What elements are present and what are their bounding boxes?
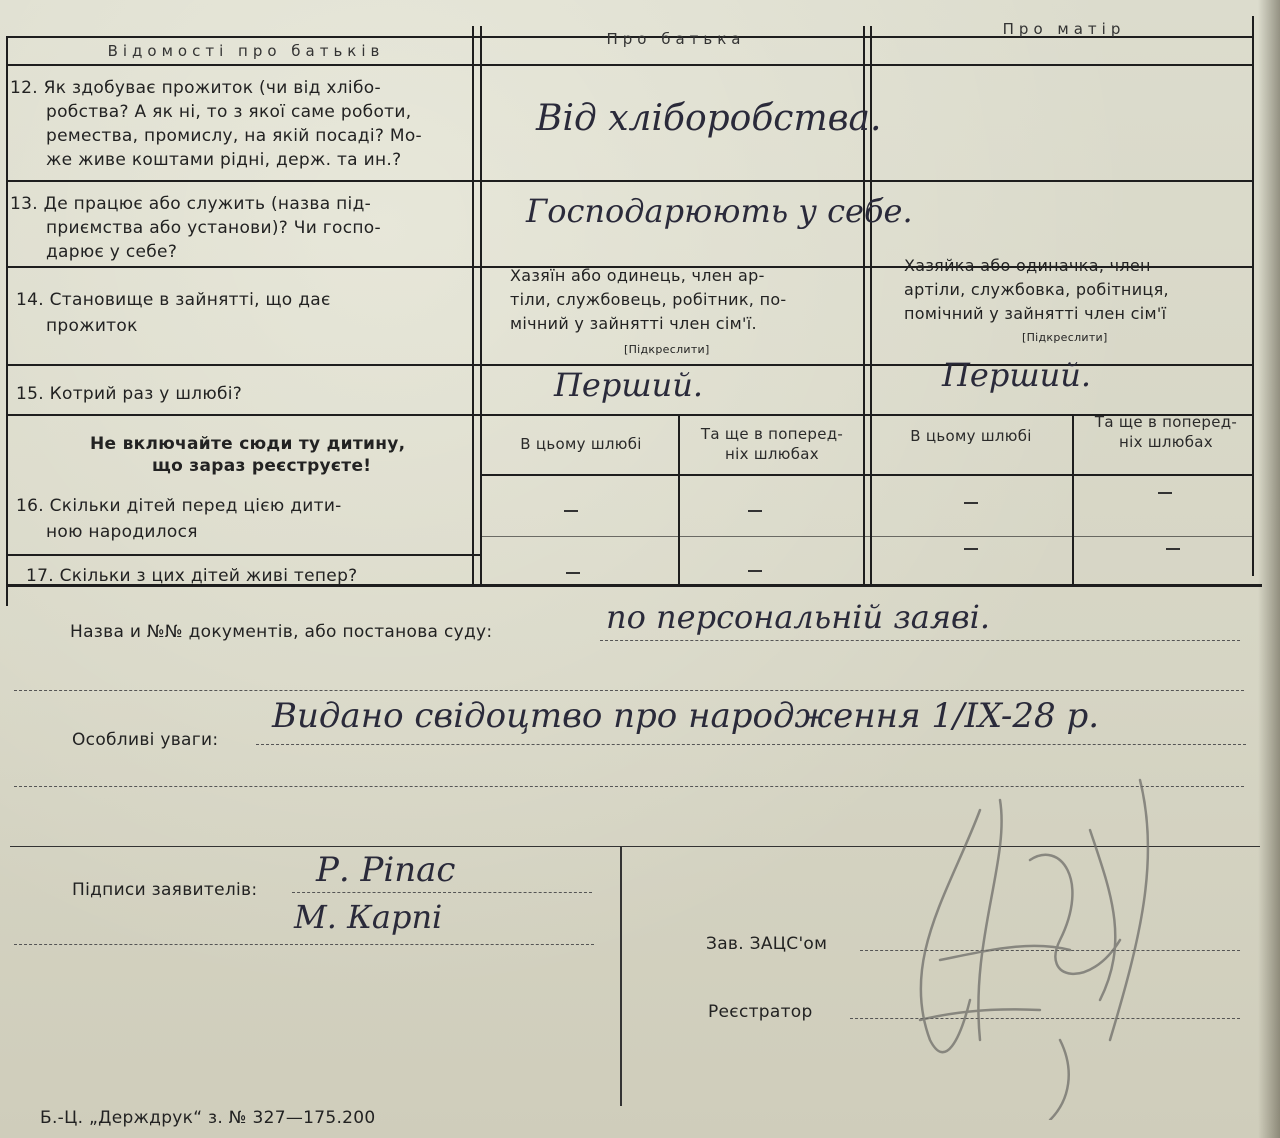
col-sub-divider-father <box>678 414 680 586</box>
q16-father-this-dash <box>564 510 578 512</box>
subheader-mother-prev-2: ніх шлюбах <box>1119 433 1213 451</box>
signature-fill-line-1 <box>292 892 592 893</box>
q12-line4: же живе коштами рідні, держ. та ин.? <box>46 150 402 170</box>
documents-fill-line-2 <box>14 690 1244 691</box>
q14-father-note: [Підкреслити] <box>624 343 710 356</box>
q17-label: 17. Скільки з цих дітей живі тепер? <box>26 566 358 586</box>
children-note-line2: що зараз реєструєте! <box>152 456 372 476</box>
q16-line2: ною народилося <box>46 522 198 542</box>
q17-father-prev-dash <box>748 570 762 572</box>
q16-line1: 16. Скільки дітей перед цією дити- <box>16 496 342 516</box>
q15-father-answer: Перший. <box>554 366 704 404</box>
row-divider-16 <box>480 536 1254 537</box>
row-divider-15 <box>6 414 1254 416</box>
q13-line1: 13. Де працює або служить (назва під- <box>10 194 372 214</box>
q14-mother-note: [Підкреслити] <box>1022 331 1108 344</box>
header-mother: Про матір <box>1002 20 1126 38</box>
applicant-signature-1: Р. Ріпас <box>316 850 456 890</box>
q17-mother-prev-dash <box>1166 548 1180 550</box>
q12-line1: 12. Як здобуває прожиток (чи від хлібо- <box>10 78 381 98</box>
q14-mother-line2: артіли, службовка, робітниця, <box>904 280 1169 299</box>
documents-fill-line <box>600 640 1240 641</box>
q14-line1: 14. Становище в зайнятті, що дає <box>16 290 331 310</box>
subheader-father-prev-1: Та ще в поперед- <box>700 425 844 443</box>
q14-father-line2: тіли, службовець, робітник, по- <box>510 290 787 309</box>
q14-mother-line3: помічний у зайнятті член сім'ї <box>904 304 1167 323</box>
q16-mother-this-dash <box>964 502 978 504</box>
row-divider-header <box>6 64 1254 66</box>
row-divider-16-left <box>6 554 480 556</box>
head-of-registry-label: Зав. ЗАЦС'ом <box>706 934 828 954</box>
col-sub-divider-mother <box>1072 414 1074 586</box>
q13-father-answer: Господарюють у себе. <box>526 192 913 230</box>
registrar-label: Реєстратор <box>708 1002 813 1022</box>
applicant-signature-2: М. Карпі <box>294 898 443 936</box>
subheader-mother-prev-1: Та ще в поперед- <box>1094 413 1238 431</box>
row-divider-subheader <box>480 474 1254 476</box>
subheader-father-this: В цьому шлюбі <box>520 435 642 453</box>
table-left-border <box>6 36 8 606</box>
q17-mother-this-dash <box>964 548 978 550</box>
subheader-mother-this: В цьому шлюбі <box>910 427 1032 445</box>
q12-line2: робства? А як ні, то з якої саме роботи, <box>46 102 412 122</box>
q16-father-prev-dash <box>748 510 762 512</box>
col-divider-1b <box>480 26 482 586</box>
official-signature-image <box>860 740 1190 1120</box>
parents-info-table <box>6 16 1262 590</box>
q13-line3: дарює у себе? <box>46 242 178 262</box>
header-father: Про батька <box>606 30 746 48</box>
subheader-father-prev-2: ніх шлюбах <box>725 445 819 463</box>
q14-line2: прожиток <box>46 316 138 336</box>
q15-label: 15. Котрий раз у шлюбі? <box>16 384 243 404</box>
q14-father-line1: Хазяїн або одинець, член ар- <box>510 266 765 285</box>
remarks-label: Особливі уваги: <box>72 730 219 750</box>
q13-line2: приємства або установи)? Чи госпо- <box>46 218 381 238</box>
documents-label: Назва и №№ документів, або постанова суду: <box>70 622 493 642</box>
q16-mother-prev-dash <box>1158 492 1172 494</box>
row-divider-12 <box>6 180 1254 182</box>
documents-value: по персональній заяві. <box>606 598 991 636</box>
signatures-label: Підписи заявителів: <box>72 880 258 900</box>
q15-mother-answer: Перший. <box>942 356 1092 394</box>
q14-father-line3: мічний у зайнятті член сім'ї. <box>510 314 757 333</box>
remarks-value: Видано свідоцтво про народження 1/IX-28 р. <box>272 696 1100 736</box>
q17-father-this-dash <box>566 572 580 574</box>
q12-father-answer: Від хліборобства. <box>536 98 882 139</box>
col-divider-1 <box>472 26 474 586</box>
q14-mother-line1: Хазяйка або одиначка, член <box>904 256 1151 275</box>
signature-vertical-divider <box>620 846 622 1106</box>
q12-line3: ремества, промислу, на якій посаді? Мо- <box>46 126 422 146</box>
table-right-border <box>1252 16 1254 576</box>
header-parents-info: Відомості про батьків <box>107 42 385 60</box>
children-note-line1: Не включайте сюди ту дитину, <box>90 434 406 454</box>
signature-fill-line-2 <box>14 944 594 945</box>
printer-imprint: Б.-Ц. „Держдрук“ з. № 327—175.200 <box>40 1108 376 1128</box>
